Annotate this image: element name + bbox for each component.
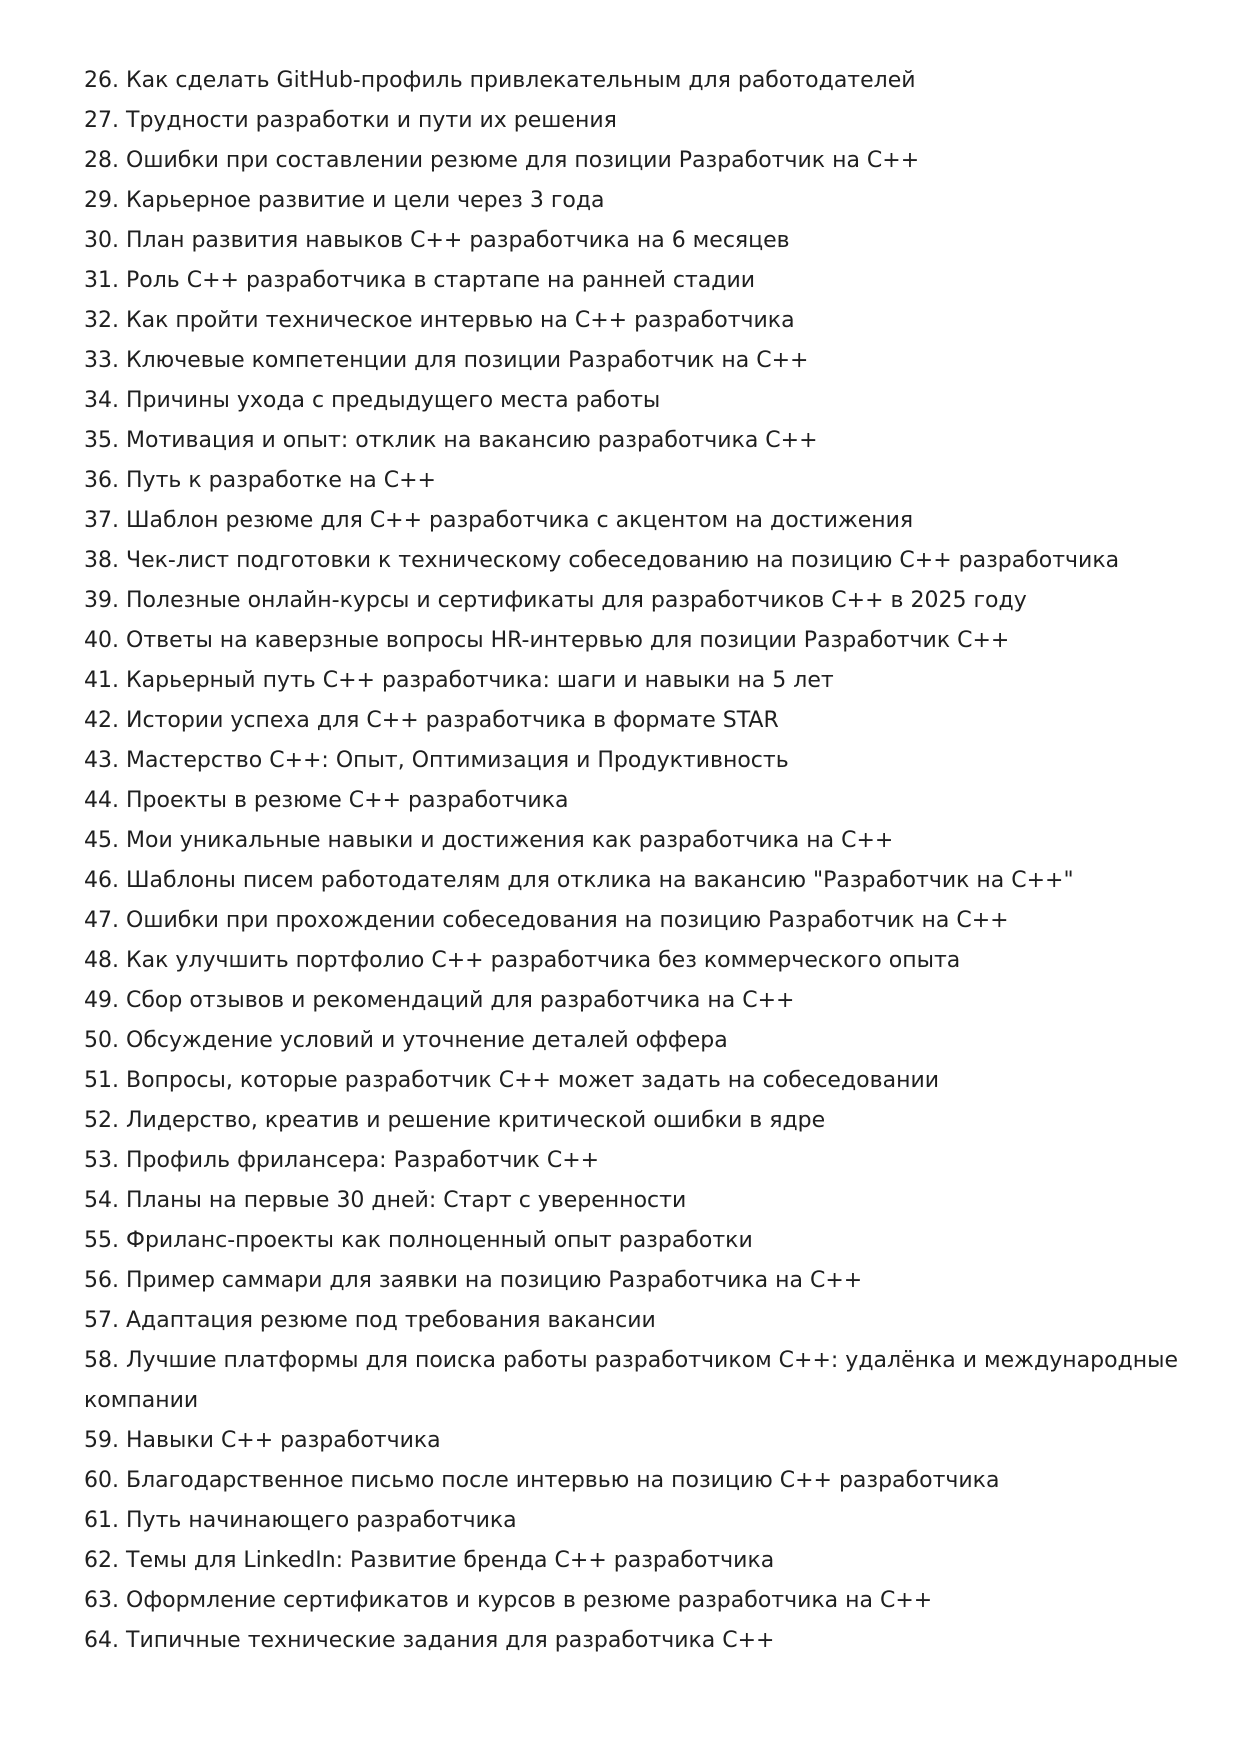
item-text: План развития навыков C++ разработчика на 6 месяцев [126, 228, 790, 253]
item-number: 45. [84, 828, 119, 853]
list-item [84, 1301, 1184, 1341]
item-text: Роль C++ разработчика в стартапе на ранней стадии [126, 268, 756, 293]
list-item [84, 941, 1184, 981]
item-text: Карьерный путь C++ разработчика: шаги и навыки на 5 лет [126, 668, 834, 693]
item-number: 60. [84, 1468, 119, 1493]
list-item [84, 221, 1184, 261]
item-number: 37. [84, 508, 119, 533]
item-number: 52. [84, 1108, 119, 1133]
item-number: 56. [84, 1268, 119, 1293]
list-item [84, 1021, 1184, 1061]
list-item [84, 581, 1184, 621]
item-number: 28. [84, 148, 119, 173]
item-number: 57. [84, 1308, 119, 1333]
list-item [84, 1261, 1184, 1301]
list-item [84, 301, 1184, 341]
item-number: 40. [84, 628, 119, 653]
item-text: Карьерное развитие и цели через 3 года [126, 188, 605, 213]
item-text: Как улучшить портфолио C++ разработчика без коммерческого опыта [126, 948, 961, 973]
numbered-topic-list [84, 61, 1184, 1661]
item-number: 47. [84, 908, 119, 933]
list-item [84, 981, 1184, 1021]
item-text: Чек-лист подготовки к техническому собеседованию на позицию C++ разработчика [126, 548, 1120, 573]
item-text: Темы для LinkedIn: Развитие бренда C++ разработчика [126, 1548, 775, 1573]
list-item [84, 101, 1184, 141]
item-text: Профиль фрилансера: Разработчик C++ [126, 1148, 600, 1173]
item-number: 30. [84, 228, 119, 253]
item-text: Шаблон резюме для C++ разработчика с акцентом на достижения [126, 508, 914, 533]
item-number: 36. [84, 468, 119, 493]
list-item [84, 1421, 1184, 1461]
item-number: 51. [84, 1068, 119, 1093]
list-item [84, 1061, 1184, 1101]
item-number: 27. [84, 108, 119, 133]
item-text: Как пройти техническое интервью на C++ разработчика [126, 308, 795, 333]
item-number: 34. [84, 388, 119, 413]
item-text: Лидерство, креатив и решение критической ошибки в ядре [126, 1108, 826, 1133]
list-item [84, 901, 1184, 941]
item-text: Пример саммари для заявки на позицию Разработчика на C++ [126, 1268, 863, 1293]
item-text: Вопросы, которые разработчик C++ может задать на собеседовании [126, 1068, 940, 1093]
item-text: Фриланс-проекты как полноценный опыт разработки [126, 1228, 753, 1253]
item-number: 41. [84, 668, 119, 693]
list-item [84, 141, 1184, 181]
item-number: 55. [84, 1228, 119, 1253]
list-item [84, 701, 1184, 741]
item-number: 32. [84, 308, 119, 333]
list-item [84, 1461, 1184, 1501]
item-number: 61. [84, 1508, 119, 1533]
list-item [84, 341, 1184, 381]
item-text: Ответы на каверзные вопросы HR-интервью для позиции Разработчик C++ [126, 628, 1010, 653]
item-text: Благодарственное письмо после интервью на позицию C++ разработчика [126, 1468, 1000, 1493]
item-text: Ключевые компетенции для позиции Разработчик на C++ [126, 348, 809, 373]
item-number: 46. [84, 868, 119, 893]
list-item [84, 541, 1184, 581]
item-text: Планы на первые 30 дней: Старт с уверенности [126, 1188, 687, 1213]
item-text: Лучшие платформы для поиска работы разработчиком C++: удалёнка и международные компании [84, 1348, 1179, 1413]
list-item [84, 1181, 1184, 1221]
list-item [84, 461, 1184, 501]
item-number: 44. [84, 788, 119, 813]
item-text: Оформление сертификатов и курсов в резюме разработчика на C++ [126, 1588, 933, 1613]
item-number: 53. [84, 1148, 119, 1173]
list-item [84, 1621, 1184, 1661]
item-text: Путь начинающего разработчика [126, 1508, 517, 1533]
item-number: 33. [84, 348, 119, 373]
item-number: 29. [84, 188, 119, 213]
list-item [84, 501, 1184, 541]
item-text: Шаблоны писем работодателям для отклика на вакансию "Разработчик на C++" [126, 868, 1074, 893]
list-item [84, 781, 1184, 821]
list-item [84, 61, 1184, 101]
list-item [84, 861, 1184, 901]
list-item [84, 661, 1184, 701]
list-item [84, 1101, 1184, 1141]
item-text: Типичные технические задания для разработчика C++ [126, 1628, 775, 1653]
list-item [84, 621, 1184, 661]
list-item [84, 421, 1184, 461]
item-text: Причины ухода с предыдущего места работы [126, 388, 661, 413]
item-text: Трудности разработки и пути их решения [126, 108, 617, 133]
list-item [84, 1341, 1184, 1421]
item-number: 39. [84, 588, 119, 613]
item-text: Проекты в резюме C++ разработчика [126, 788, 569, 813]
item-text: Мастерство C++: Опыт, Оптимизация и Продуктивность [126, 748, 789, 773]
item-text: Ошибки при прохождении собеседования на позицию Разработчик на C++ [126, 908, 1009, 933]
item-text: Ошибки при составлении резюме для позиции Разработчик на C++ [126, 148, 920, 173]
item-number: 64. [84, 1628, 119, 1653]
item-text: Обсуждение условий и уточнение деталей оффера [126, 1028, 728, 1053]
item-text: Адаптация резюме под требования вакансии [126, 1308, 656, 1333]
item-text: Мои уникальные навыки и достижения как разработчика на C++ [126, 828, 894, 853]
list-item [84, 261, 1184, 301]
item-text: Полезные онлайн-курсы и сертификаты для разработчиков C++ в 2025 году [126, 588, 1027, 613]
item-text: Путь к разработке на C++ [126, 468, 436, 493]
list-item [84, 1581, 1184, 1621]
item-number: 50. [84, 1028, 119, 1053]
item-number: 43. [84, 748, 119, 773]
list-item [84, 1141, 1184, 1181]
item-number: 62. [84, 1548, 119, 1573]
item-number: 54. [84, 1188, 119, 1213]
list-item [84, 821, 1184, 861]
list-item [84, 1501, 1184, 1541]
item-number: 58. [84, 1348, 119, 1373]
item-number: 31. [84, 268, 119, 293]
item-number: 49. [84, 988, 119, 1013]
list-item [84, 1221, 1184, 1261]
item-text: Сбор отзывов и рекомендаций для разработчика на C++ [126, 988, 795, 1013]
item-text: Как сделать GitHub-профиль привлекательным для работодателей [126, 68, 916, 93]
item-number: 63. [84, 1588, 119, 1613]
item-text: Мотивация и опыт: отклик на вакансию разработчика C++ [126, 428, 818, 453]
list-item [84, 741, 1184, 781]
item-number: 42. [84, 708, 119, 733]
list-item [84, 381, 1184, 421]
item-number: 48. [84, 948, 119, 973]
list-item [84, 181, 1184, 221]
item-text: Истории успеха для C++ разработчика в формате STAR [126, 708, 779, 733]
item-number: 26. [84, 68, 119, 93]
item-number: 38. [84, 548, 119, 573]
item-number: 35. [84, 428, 119, 453]
list-item [84, 1541, 1184, 1581]
item-text: Навыки C++ разработчика [126, 1428, 441, 1453]
item-number: 59. [84, 1428, 119, 1453]
